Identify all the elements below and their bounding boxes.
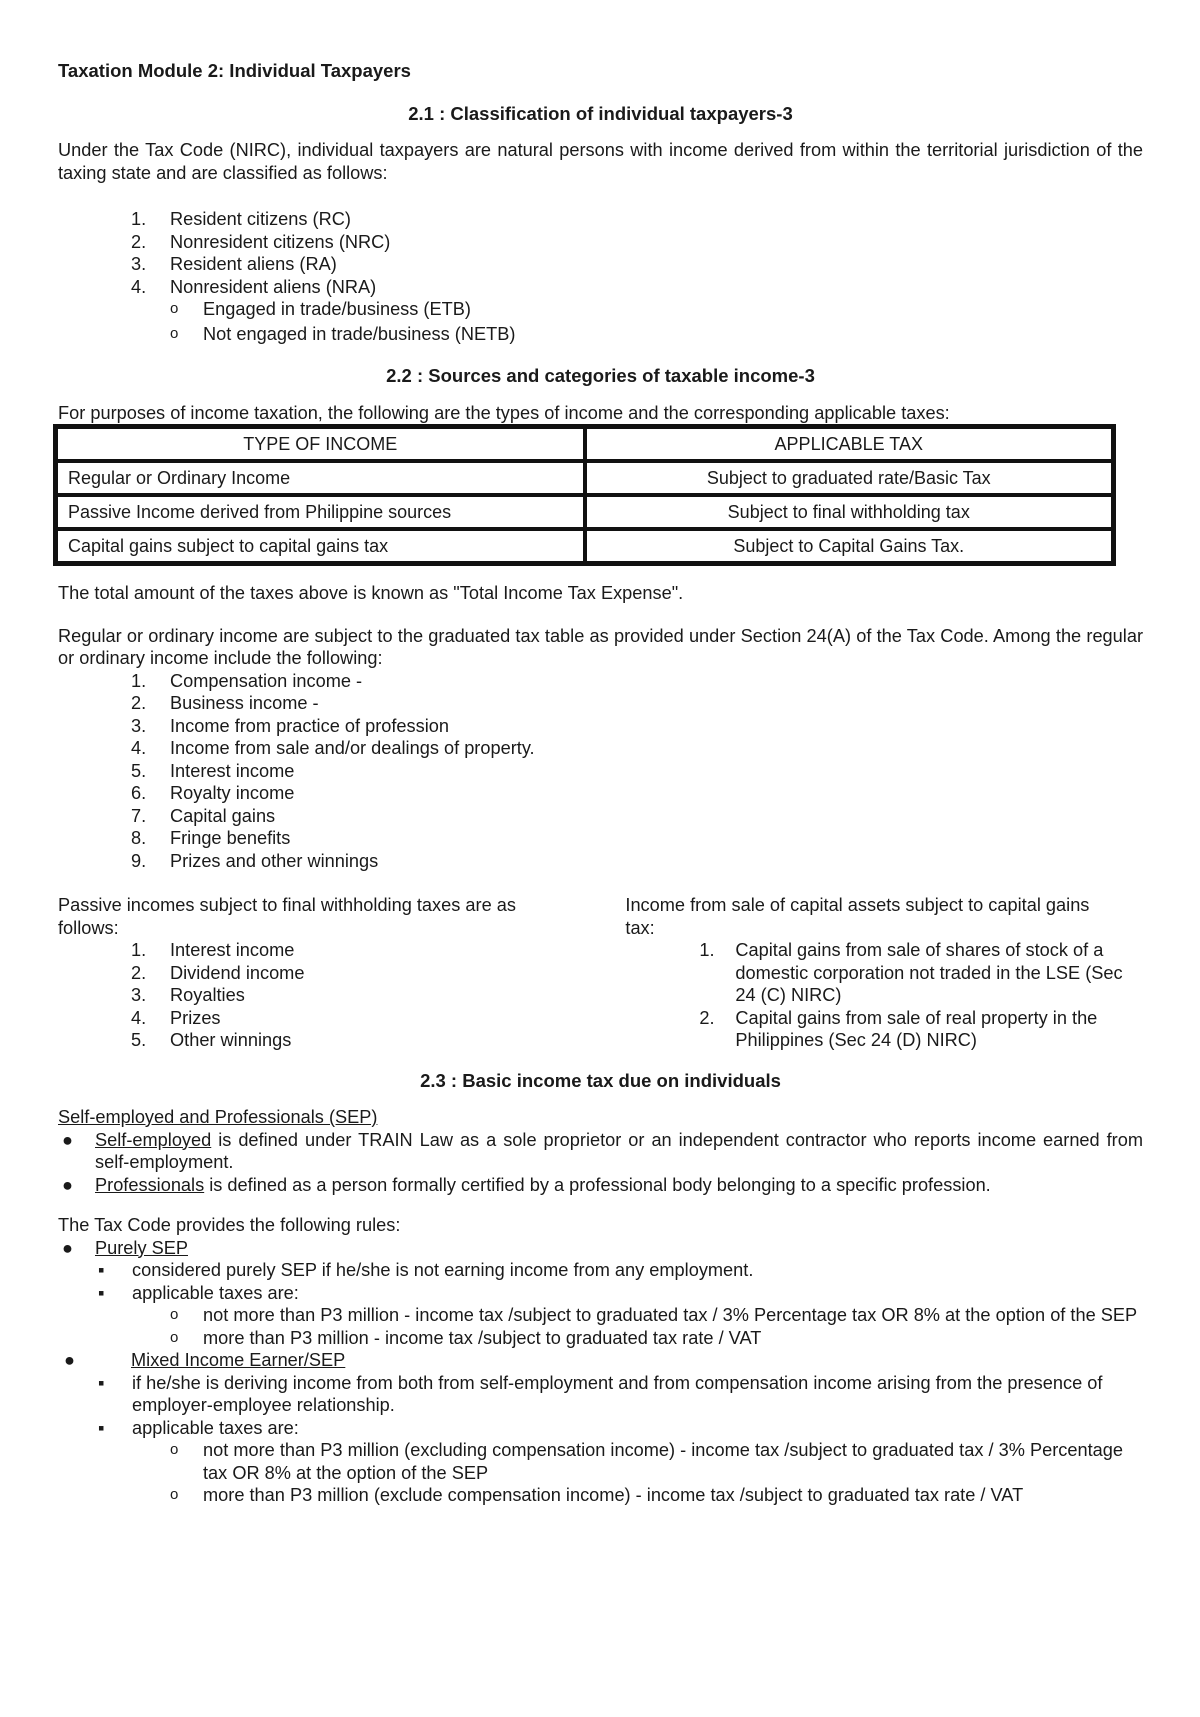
table-row xyxy=(56,461,1113,495)
table-cell: Passive Income derived from Philippine sources xyxy=(56,495,585,529)
purely-sep-taxes xyxy=(58,1304,1143,1349)
table-header-row xyxy=(56,427,1113,461)
circle-bullet-icon: o xyxy=(170,1441,179,1458)
table-row xyxy=(56,529,1113,563)
square-bullet-icon: ▪ xyxy=(98,1282,105,1303)
purely-sep-points xyxy=(58,1259,1143,1304)
list-item: 3. Royalties xyxy=(131,985,245,1005)
list-item: o not more than P3 million - income tax /subject to graduated tax / 3% Percentage tax OR 8% at the option of the SEP xyxy=(170,1305,1138,1325)
sep-heading: Self-employed and Professionals (SEP) xyxy=(58,1107,378,1127)
list-item: 4. Income from sale and/or dealings of property. xyxy=(131,738,535,758)
total-tax-note: The total amount of the taxes above is known as "Total Income Tax Expense". xyxy=(58,583,684,603)
list-item: ● Mixed Income Earner/SEP xyxy=(64,1350,346,1370)
circle-bullet-icon: o xyxy=(170,1306,179,1323)
table-cell: Regular or Ordinary Income xyxy=(56,461,585,495)
mixed-sep-points xyxy=(58,1372,1143,1440)
list-item: o not more than P3 million (excluding compensation income) - income tax /subject to graduated tax / 3% Percentage tax OR 8% at the option of the SEP xyxy=(170,1440,1123,1483)
sep-definitions xyxy=(58,1129,1143,1197)
table-header: TYPE OF INCOME xyxy=(56,427,585,461)
section-heading-2-3: 2.3 : Basic income tax due on individuals xyxy=(420,1069,781,1091)
list-item: ▪ applicable taxes are: xyxy=(98,1417,299,1438)
list-item: ▪ considered purely SEP if he/she is not earning income from any employment. xyxy=(98,1260,754,1280)
page-title: Taxation Module 2: Individual Taxpayers xyxy=(58,60,411,81)
capital-gains-column xyxy=(625,894,1143,1052)
mixed-sep-taxes xyxy=(58,1439,1143,1507)
list-item: o more than P3 million - income tax /subject to graduated tax rate / VAT xyxy=(170,1327,762,1348)
list-item: 2. Business income - xyxy=(131,693,319,713)
list-item: 2. Capital gains from sale of real property in the Philippines (Sec 24 (D) NIRC) xyxy=(699,1007,1098,1050)
table-cell: Subject to graduated rate/Basic Tax xyxy=(585,461,1114,495)
list-item: ● Professionals is defined as a person formally certified by a professional body belonging to a specific profession. xyxy=(62,1174,991,1195)
regular-income-list xyxy=(58,670,1143,873)
square-bullet-icon: ▪ xyxy=(98,1417,105,1438)
capital-gains-list xyxy=(625,939,1143,1052)
taxpayer-classification-list xyxy=(58,208,1143,298)
list-item: 2. Nonresident citizens (NRC) xyxy=(131,231,391,252)
circle-bullet-icon: o xyxy=(170,300,179,317)
list-item: 1. Capital gains from sale of shares of stock of a domestic corporation not traded in the LSE (Sec 24 (C) NIRC) xyxy=(699,940,1123,1005)
bullet-dot-icon: ● xyxy=(62,1174,73,1195)
square-bullet-icon: ▪ xyxy=(98,1372,105,1393)
circle-bullet-icon: o xyxy=(170,324,179,342)
list-item: 8. Fringe benefits xyxy=(131,828,291,848)
table-header: APPLICABLE TAX xyxy=(585,427,1114,461)
list-item: o Engaged in trade/business (ETB) xyxy=(170,299,471,319)
table-cell: Capital gains subject to capital gains tax xyxy=(56,529,585,563)
list-item: 1. Resident citizens (RC) xyxy=(131,209,351,229)
list-item: 9. Prizes and other winnings xyxy=(131,850,379,871)
income-types-intro: For purposes of income taxation, the following are the types of income and the corresponding applicable taxes: xyxy=(58,402,950,423)
mixed-sep-block xyxy=(58,1349,1143,1372)
section-heading-2-2: 2.2 : Sources and categories of taxable income-3 xyxy=(386,365,815,386)
list-item: 4. Prizes xyxy=(131,1007,221,1028)
list-item: 5. Other winnings xyxy=(131,1030,292,1050)
list-item: 3. Resident aliens (RA) xyxy=(131,254,337,274)
circle-bullet-icon: o xyxy=(170,1328,179,1346)
bullet-dot-icon: ● xyxy=(62,1237,73,1258)
list-item: 7. Capital gains xyxy=(131,805,276,826)
passive-income-list xyxy=(58,939,625,1052)
passive-income-intro: Passive incomes subject to final withholding taxes are as follows: xyxy=(58,895,516,938)
list-item: 1. Compensation income - xyxy=(131,670,363,691)
rules-intro: The Tax Code provides the following rules: xyxy=(58,1215,401,1235)
table-cell: Subject to final withholding tax xyxy=(585,495,1114,529)
income-two-column xyxy=(58,894,1143,1052)
nra-sublist xyxy=(58,298,1143,345)
list-item: ● Self-employed is defined under TRAIN Law as a sole proprietor or an independent contractor who reports income earned from self-employment. xyxy=(62,1129,1143,1172)
passive-income-column xyxy=(58,894,625,1052)
list-item: ▪ if he/she is deriving income from both from self-employment and from compensation income arising from the presence of employer-employee relationship. xyxy=(98,1372,1103,1415)
bullet-dot-icon: ● xyxy=(62,1129,73,1150)
bullet-dot-icon: ● xyxy=(64,1350,75,1370)
list-item: 4. Nonresident aliens (NRA) xyxy=(131,276,377,297)
list-item: o Not engaged in trade/business (NETB) xyxy=(170,323,516,344)
income-tax-table xyxy=(53,424,1116,566)
section-heading-2-1: 2.1 : Classification of individual taxpayers-3 xyxy=(408,102,793,124)
table-row xyxy=(56,495,1113,529)
list-item: 5. Interest income xyxy=(131,760,295,781)
list-item: 2. Dividend income xyxy=(131,962,305,983)
classification-intro: Under the Tax Code (NIRC), individual taxpayers are natural persons with income derived from within the territorial jurisdiction of the taxing state and are classified as follows: xyxy=(58,140,1143,183)
list-item: o more than P3 million (exclude compensation income) - income tax /subject to graduated tax rate / VAT xyxy=(170,1485,1024,1505)
table-cell: Subject to Capital Gains Tax. xyxy=(585,529,1114,563)
list-item: 3. Income from practice of profession xyxy=(131,715,449,736)
purely-sep-block xyxy=(58,1237,1143,1260)
circle-bullet-icon: o xyxy=(170,1486,179,1503)
list-item: ▪ applicable taxes are: xyxy=(98,1282,299,1303)
list-item: 6. Royalty income xyxy=(131,783,295,803)
list-item: ● Purely SEP xyxy=(62,1237,188,1258)
regular-income-intro: Regular or ordinary income are subject to the graduated tax table as provided under Section 24(A) of the Tax Code. Among the regular or ordinary income include the following: xyxy=(58,625,1143,668)
list-item: 1. Interest income xyxy=(131,940,295,960)
capital-gains-intro: Income from sale of capital assets subject to capital gains tax: xyxy=(625,895,1090,938)
square-bullet-icon: ▪ xyxy=(98,1260,105,1280)
